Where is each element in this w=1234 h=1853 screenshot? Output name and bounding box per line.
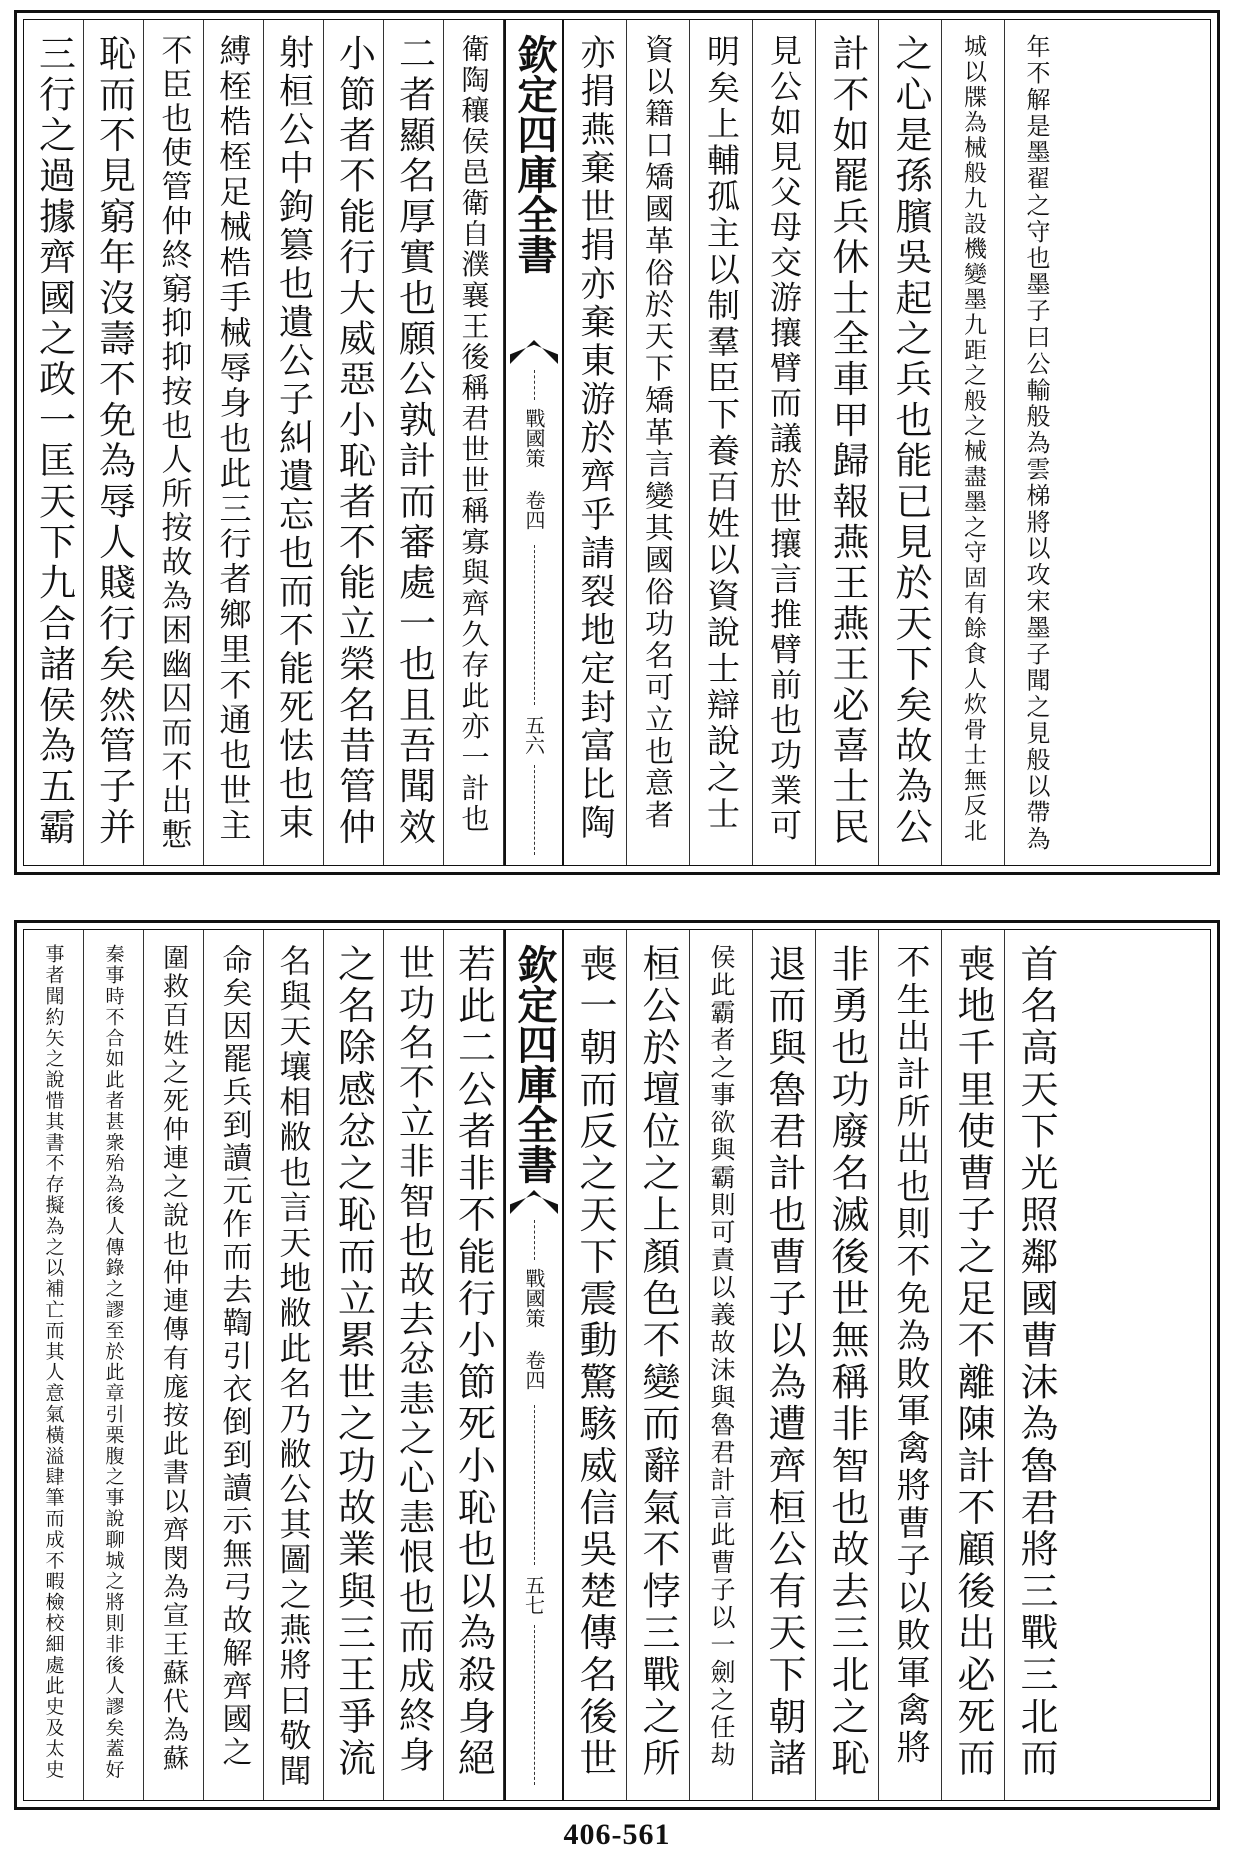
text-column <box>627 20 690 865</box>
column-text: 侯此霸者之事欲與霸則可責以義故沫與魯君計言此曹子以一劍之任劫 <box>707 944 736 1769</box>
column-text: 圍救百姓之死仲連之說也仲連傳有庬按此書以齊閔為宣王蘇代為蘇 <box>158 944 189 1774</box>
column-text: 資以籍口矯國革俗於天下矯革言變其國俗功名可立也意者 <box>641 34 675 832</box>
text-column <box>204 930 264 1800</box>
column-text: 亦捐燕棄世捐亦棄東游於齊乎請裂地定封富比陶 <box>575 34 615 843</box>
text-column <box>564 20 627 865</box>
text-column <box>879 930 942 1800</box>
dashed-line <box>534 545 535 705</box>
text-column <box>444 20 504 865</box>
text-column <box>444 930 504 1800</box>
text-column <box>1005 20 1067 865</box>
column-text: 之心是孫臏吳起之兵也能已見於天下矣故為公 <box>889 34 932 848</box>
column-text: 明矣上輔孤主以制羣臣下養百姓以資說士辯說之士 <box>702 34 741 833</box>
fish-tail-mark <box>510 1190 558 1214</box>
column-text: 退而與魯君計也曹子以為遭齊桓公有天下朝諸 <box>762 944 806 1780</box>
volume-label: 卷四 <box>522 1350 546 1390</box>
folio-number: 五七 <box>521 1575 546 1615</box>
text-column <box>264 930 324 1800</box>
column-text: 二者顯名厚實也願公孰計而審處一也且吾聞效 <box>392 34 436 848</box>
column-text: 首名高天下光照鄰國曹沫為魯君將三戰三北而 <box>1014 944 1058 1780</box>
text-column <box>84 20 144 865</box>
column-text: 小節者不能行大威惡小恥者不能立榮名昔管仲 <box>332 34 376 848</box>
text-column <box>942 20 1005 865</box>
column-text: 見公如見父母交游攘臂而議於世攘言推臂前也功業可 <box>765 34 803 844</box>
column-text: 之名除感忿之恥而立累世之功故業與三王爭流 <box>331 944 376 1780</box>
text-column <box>204 20 264 865</box>
text-column <box>753 930 816 1800</box>
text-column <box>816 930 879 1800</box>
folio-number: 五六 <box>521 715 546 755</box>
dashed-line <box>534 1625 535 1785</box>
text-column <box>816 20 879 865</box>
text-column <box>324 930 384 1800</box>
text-column <box>24 20 84 865</box>
column-text: 不臣也使管仲終窮抑抑按也人所按故為困幽囚而不出慙 <box>155 34 192 853</box>
column-text: 事者聞約矢之說惜其書不存擬為之以補亡而其人意氣橫溢肆筆而成不暇檢校細處此史及太史 <box>42 944 65 1780</box>
top-page <box>14 10 1220 875</box>
page-number: 406-561 <box>563 1818 671 1851</box>
dashed-line <box>534 1220 535 1260</box>
column-text: 喪一朝而反之天下震動驚駭威信吳楚傳名後世 <box>573 944 617 1780</box>
volume-label: 卷四 <box>522 490 546 530</box>
center-gutter <box>504 20 564 865</box>
text-column <box>24 930 84 1800</box>
column-text: 秦事時不合如此者甚衆殆為後人傳錄之謬至於此章引栗腹之事說聊城之將則非後人謬矣蓋好 <box>102 944 125 1780</box>
text-column <box>144 930 204 1800</box>
section-title: 戰國策 <box>522 408 546 468</box>
bottom-page-frame <box>23 929 1211 1801</box>
banner-title: 欽定四庫全書 <box>511 944 558 1184</box>
column-text: 不生出計所出也則不免為敗軍禽將曹子以敗軍禽將 <box>890 944 930 1767</box>
column-text: 城以牒為械般九設機變墨九距之般之械盡墨之守固有餘食人炊骨士無反北 <box>960 34 986 844</box>
text-column <box>879 20 942 865</box>
column-text: 射桓公中鉤篡也遺公子糾遺忘也而不能死怯也束 <box>273 34 314 843</box>
text-column <box>384 930 444 1800</box>
column-text: 恥而不見窮年沒壽不免為辱人賤行矣然管子并 <box>92 34 136 848</box>
section-title: 戰國策 <box>522 1268 546 1328</box>
text-column <box>324 20 384 865</box>
column-text: 年不解是墨翟之守也墨子曰公輸般為雲梯將以攻宋墨子聞之見般以帶為 <box>1022 34 1050 853</box>
text-column <box>564 930 627 1800</box>
text-column <box>1005 930 1067 1800</box>
bottom-page <box>14 920 1220 1810</box>
banner-title: 欽定四庫全書 <box>511 34 558 274</box>
dashed-line <box>534 765 535 855</box>
column-text: 若此二公者非不能行小節死小恥也以為殺身絕 <box>451 944 496 1780</box>
column-text: 喪地千里使曹子之足不離陳計不顧後出必死而 <box>951 944 995 1780</box>
column-text: 命矣因罷兵到讀元作而去鞫引衣倒到讀示無弓故解齊國之 <box>216 944 252 1769</box>
column-text: 世功名不立非智也故去忿恚之心恚恨也而成終身 <box>393 944 435 1776</box>
text-column <box>144 20 204 865</box>
column-text: 桓公於壇位之上顏色不變而辭氣不悖三戰之所 <box>636 944 680 1780</box>
column-text: 縛桎梏桎足械梏手械辱身也此三行者鄉里不通也世主 <box>214 34 253 844</box>
text-column <box>627 930 690 1800</box>
dashed-line <box>534 1405 535 1565</box>
text-column <box>753 20 816 865</box>
text-column <box>690 20 753 865</box>
text-column <box>942 930 1005 1800</box>
text-column <box>690 930 753 1800</box>
column-text: 衛陶穰侯邑衛自濮襄王後稱君世世稱寡與齊久存此亦一計也 <box>457 34 491 835</box>
column-text: 三行之過據齊國之政一匡天下九合諸侯為五霸 <box>32 34 76 848</box>
dashed-line <box>534 370 535 400</box>
text-column <box>264 20 324 865</box>
column-text: 非勇也功廢名滅後世無稱非智也故去三北之恥 <box>825 944 869 1780</box>
text-column <box>384 20 444 865</box>
top-page-frame <box>23 19 1211 866</box>
column-text: 計不如罷兵休士全車甲歸報燕王燕王必喜士民 <box>826 34 869 848</box>
text-column <box>84 930 144 1800</box>
column-text: 名與天壤相敝也言天地敝此名乃敝公其圖之燕將曰敬聞 <box>274 944 313 1789</box>
fish-tail-mark <box>510 340 558 364</box>
center-gutter <box>504 930 564 1800</box>
